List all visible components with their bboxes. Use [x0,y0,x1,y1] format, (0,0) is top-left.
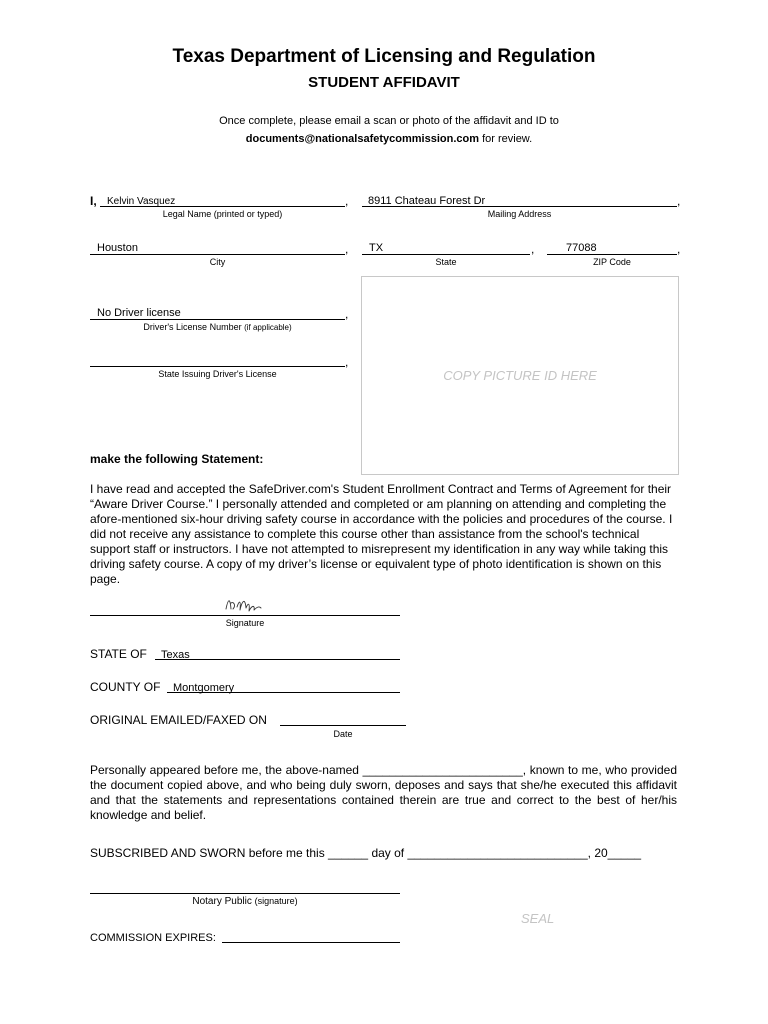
city-field[interactable]: Houston [97,242,138,254]
instruction-line: Once complete, please email a scan or photo of the affidavit and ID to [219,115,559,127]
license-number-field[interactable]: No Driver license [97,307,181,319]
instruction-email-line [0,130,768,148]
page-subtitle: STUDENT AFFIDAVIT [308,74,460,91]
signature-signed-text: Kvn Vsqz [226,615,235,617]
county-of-field[interactable]: Montgomery [173,682,235,694]
subscribed-sworn-line: SUBSCRIBED AND SWORN before me this ______ day of ___________________________, 20_____ [90,846,642,860]
emailed-faxed-date-line[interactable] [280,725,406,726]
legal-name-label: Legal Name (printed or typed) [162,209,283,219]
state-field[interactable]: TX [369,242,384,254]
intro-I: I, [90,194,97,208]
city-line [90,254,345,255]
license-state-label: State Issuing Driver's License [158,369,277,379]
page-title: Texas Department of Licensing and Regulation [172,46,596,67]
license-number-line [90,319,345,320]
commission-expires-label: COMMISSION EXPIRES: [90,932,216,944]
instructions [0,112,768,148]
statement-heading: make the following Statement: [90,452,264,466]
license-state-line [90,366,345,367]
zip-label: ZIP Code [593,257,631,267]
date-label: Date [333,729,353,739]
city-label: City [209,257,226,267]
zip-field[interactable]: 77088 [566,242,597,254]
photo-id-box[interactable] [361,276,679,475]
state-label: State [435,257,457,267]
notary-label-text: Notary Public [192,896,252,907]
legal-name-field[interactable]: Kelvin Vasquez [107,196,176,207]
signature-scribble [224,593,264,617]
seal-placeholder: SEAL [521,911,555,926]
commission-expires-line[interactable] [222,942,400,943]
emailed-faxed-label: ORIGINAL EMAILED/FAXED ON [90,713,267,727]
signature-line[interactable] [90,615,400,616]
zip-line [547,254,677,255]
statement-body: I have read and accepted the SafeDriver.com's Student Enrollment Contract and Terms of Agreement for their “Aware Driver Course.” I personally attended and completed or am planning on attending and completing the afore-mentioned six-hour driving safety course in accordance with the policies and procedures of the course. I did not receive any assistance to complete this course other than assistance from the school's technical support staff or instructors. I have not attempted to misrepresent my identification in any way while taking this driving safety course. A copy of my driver’s license or equivalent type of photo identification is shown on this page. [90,482,673,586]
mailing-address-label: Mailing Address [487,209,552,219]
email-address[interactable]: documents@nationalsafetycommission.com [245,133,480,145]
notary-appeared-paragraph: Personally appeared before me, the above-named ________________________, known to me, who provided the document copied above, and who being duly sworn, deposes and says that she/he executed this affidavit and that the statements and representations contained therein are true and correct to the best of her/his knowledge and belief. [90,763,677,822]
instruction-suffix: for review. [479,133,533,145]
state-of-line [155,659,400,660]
license-number-label-text: Driver's License Number [143,322,242,332]
mailing-address-field[interactable]: 8911 Chateau Forest Dr [368,195,486,207]
county-of-label: COUNTY OF [90,680,161,694]
notary-label-note: (signature) [254,896,298,906]
photo-placeholder-text: COPY PICTURE ID HERE [443,368,597,383]
signature-label: Signature [225,618,265,628]
state-of-field[interactable]: Texas [161,649,190,661]
state-of-label: STATE OF [90,647,147,661]
license-number-label [90,322,345,332]
notary-signature-line[interactable] [90,893,400,894]
license-number-label-note: (if applicable) [244,323,292,332]
state-line [362,254,530,255]
notary-label [90,896,400,907]
